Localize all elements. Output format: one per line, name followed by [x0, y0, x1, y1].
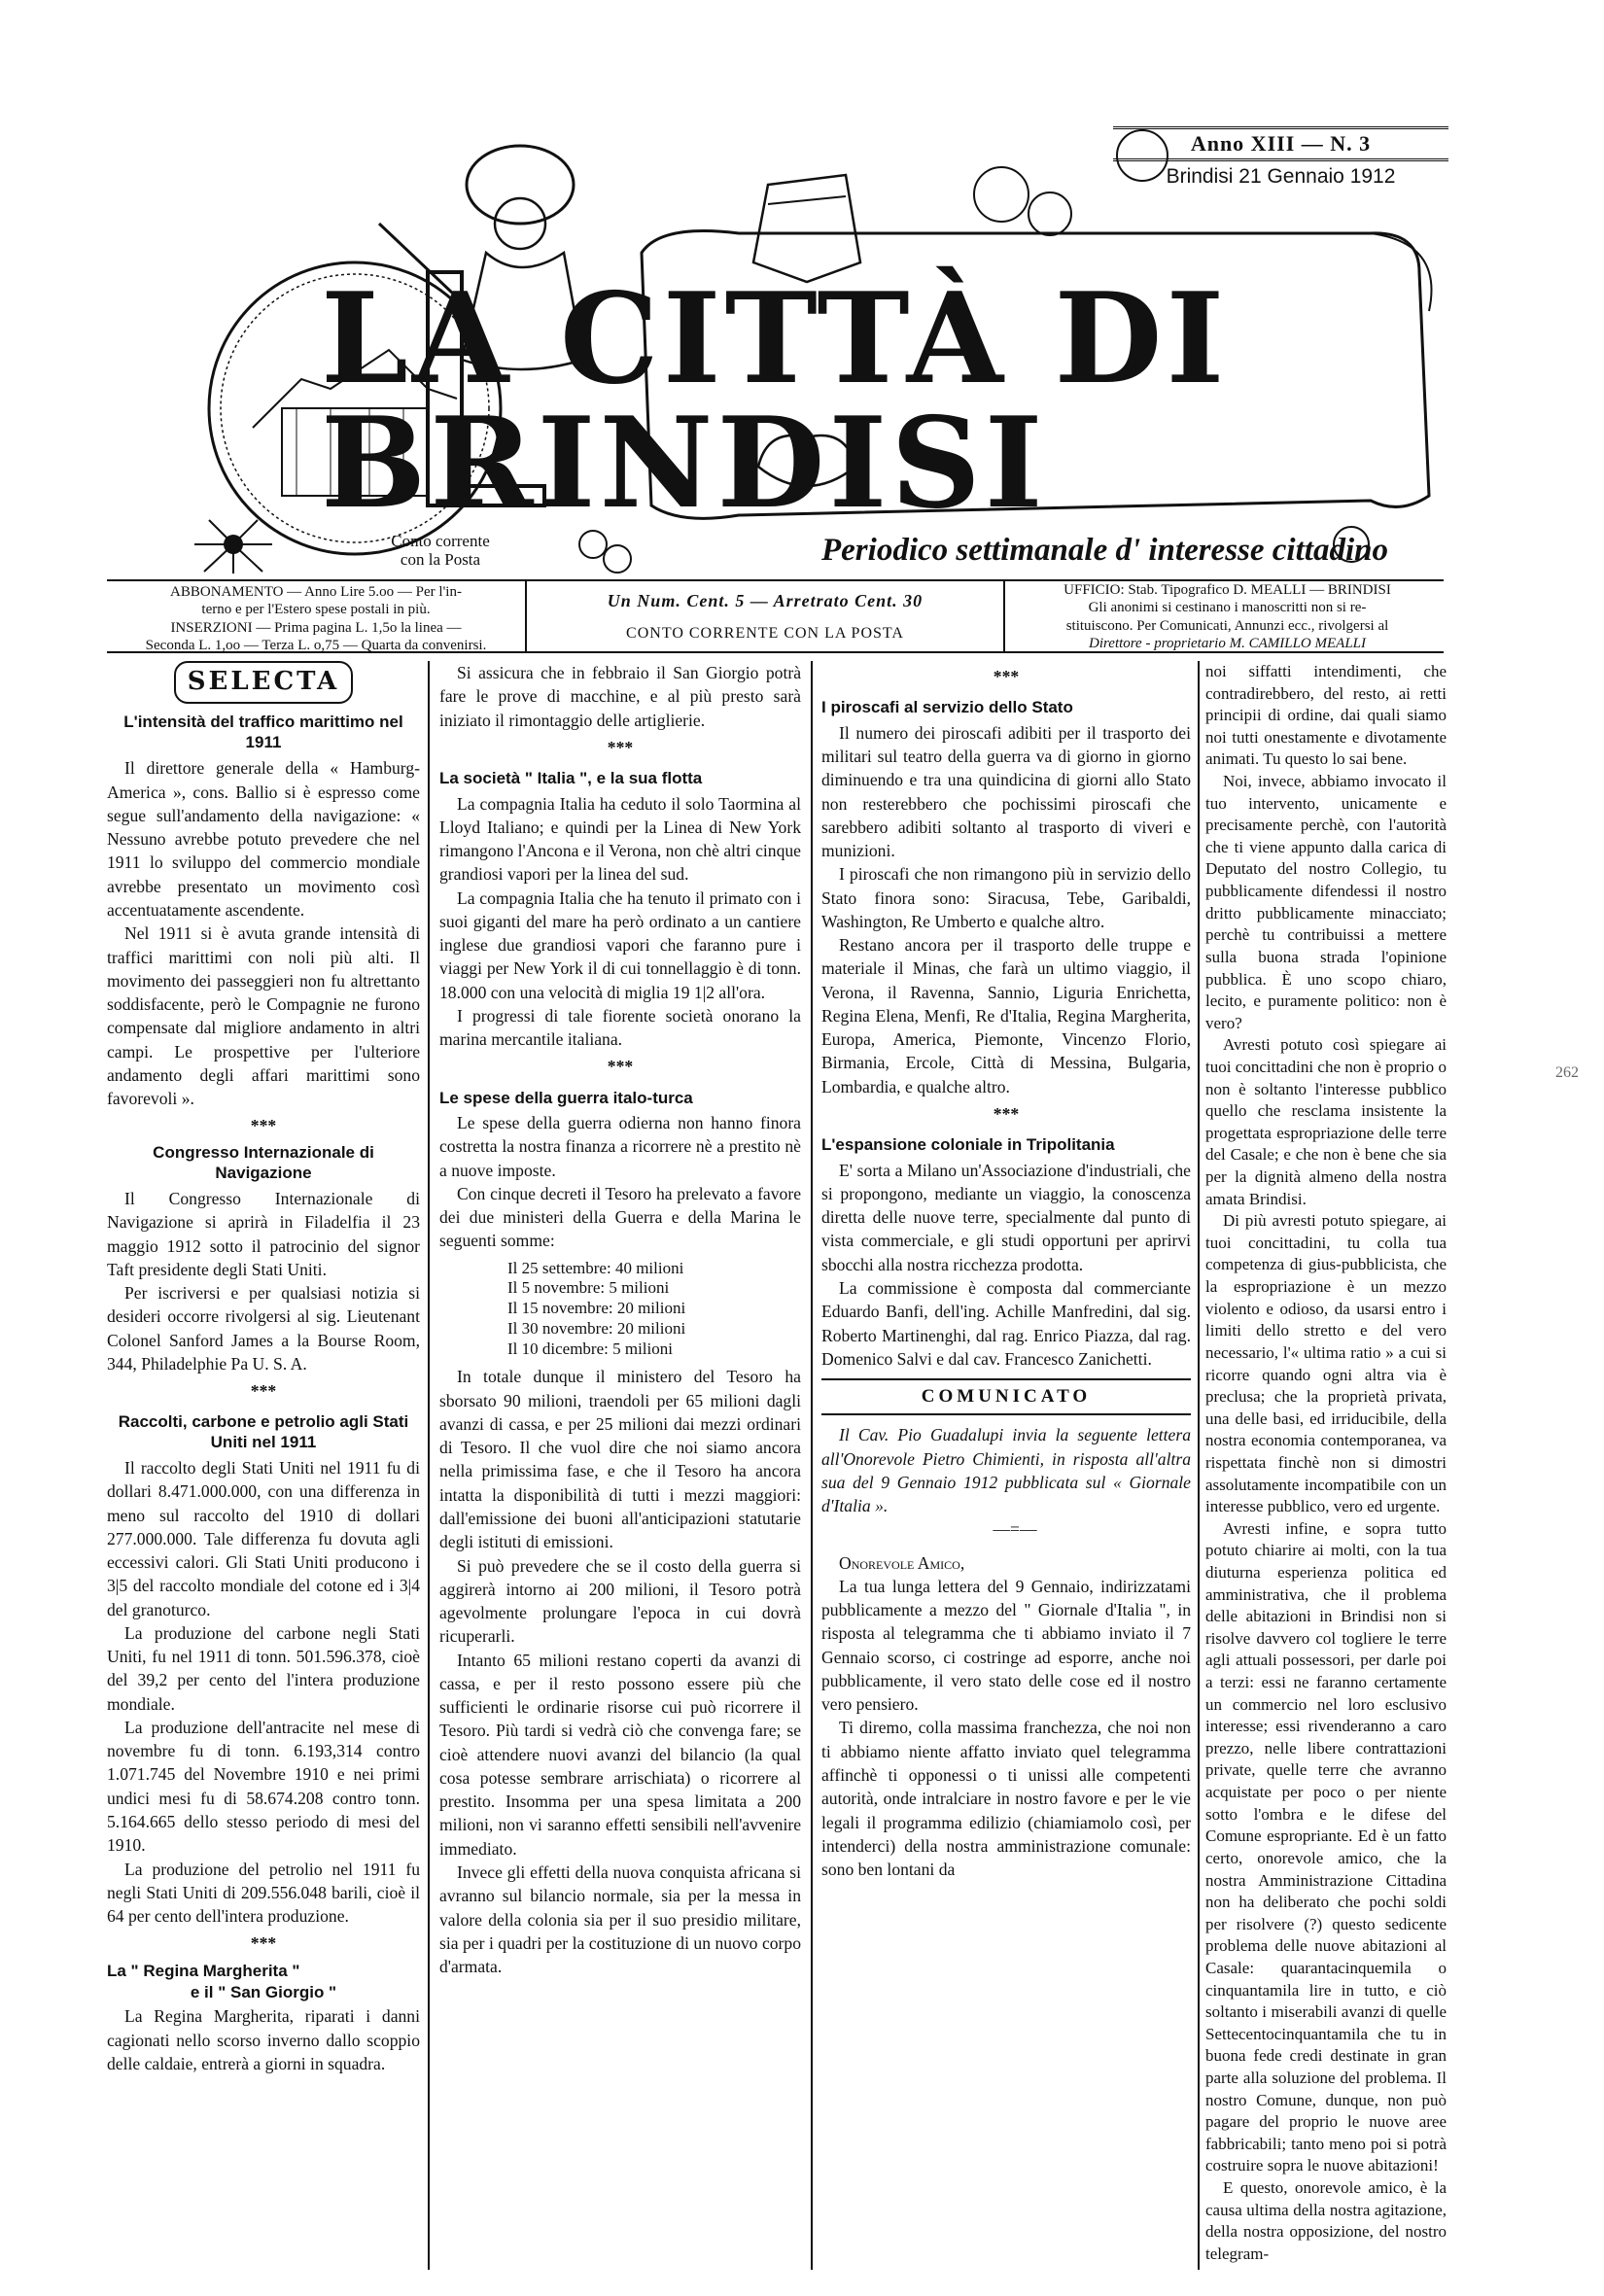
strip-line: ABBONAMENTO — Anno Lire 5.oo — Per l'in- [170, 584, 462, 600]
strip-line: Gli anonimi si cestinano i manoscritti non si re- [1088, 600, 1367, 616]
article-paragraph: Intanto 65 milioni restano coperti da avanzi di cassa, e per il resto possono essere più che sufficienti le ordinarie risorse cui può ricorrere il Tesoro. Più tardi si vedrà ciò che convenga fare; se cioè attendere nuovi avanzi del bilancio (la qual cosa potesse sembrare arrischiata) o ricorrere al prestito. Insomma per una spesa limitata a 200 milioni, non vi saranno effetti sensibili nell'avvenire immediato. [439, 1650, 801, 1859]
article-paragraph: La produzione del carbone negli Stati Uniti, fu nel 1911 di tonn. 501.596.378, cioè del 39,2 per cento del l'intera produzione mondiale. [107, 1622, 420, 1714]
column-3 [821, 661, 1191, 2265]
price-line: Un Num. Cent. 5 — Arretrato Cent. 30 [607, 591, 924, 610]
article-paragraph: E questo, onorevole amico, è la causa ultima della nostra agitazione, della nostra opposizione, del nostro telegram- [1205, 2178, 1447, 2263]
column-2 [439, 661, 801, 2265]
expense-list [439, 1259, 801, 1360]
article-paragraph: La Regina Margherita, riparati i danni cagionati nello scorso inverno dallo scoppio delle caldaie, entrerà a giorni in squadra. [107, 2006, 420, 2073]
article-paragraph: La produzione del petrolio nel 1911 fu negli Stati Uniti di 209.556.048 barili, cioè il 64 per cento dell'intera produzione. [107, 1859, 420, 1927]
column-1 [107, 661, 420, 2265]
issue-info [1113, 126, 1448, 189]
margin-mark: 262 [1555, 1064, 1579, 1081]
letter-salutation: Onorevole Amico, [839, 1552, 965, 1573]
list-item: Il 15 novembre: 20 milioni [507, 1299, 686, 1318]
newspaper-title: LA CITTÀ DI BRINDISI [321, 266, 1229, 537]
office-info [1011, 581, 1444, 651]
article-heading: I piroscafi al servizio dello Stato [821, 698, 1073, 717]
strip-line: INSERZIONI — Prima pagina L. 1,5o la linea — [170, 619, 462, 636]
comunicato-banner: COMUNICATO [821, 1378, 1191, 1415]
list-item: Il 5 novembre: 5 milioni [507, 1278, 670, 1298]
article-paragraph: Avresti infine, e sopra tutto potuto chiarire ai molti, con la tua diuturna esperienza politica ed amministrativa, che il problema delle abitazioni in Brindisi non si risolve davvero col togliere le terre agli attuali possessori, per darle poi a terzi: essi ne faranno certamente un commercio nel loro esclusivo interesse; essi rivenderanno a caro prezzo, nelle libere contrattazioni private, quelle terre che avranno acquistate per poco o per niente sotto l'ombra e le difese del Comune espropriante. Ed è un fatto certo, onorevole amico, che la nostra Amministrazione Cittadina non ha deliberato che pochi soldi per risolvere (?) questo sedicente problema delle nuove abitazioni al Casale: quarantacinquemila o cinquantamila lire in tutto, e ciò soltanto i miserabili avanzi di quelle Settecentocinquantamila che tu in buona fede credi destinate in gran parte alla soluzione del problema. Il nostro Comune, dunque, non può pagare del proprio le nuove aree fabbricabili; tanto meno poi si potrà costruire sopra le nuove abitazioni! [1205, 1518, 1447, 2175]
article-paragraph: I progressi di tale fiorente società onorano la marina mercantile italiana. [439, 1005, 801, 1050]
article-paragraph: Restano ancora per il trasporto delle truppe e materiale il Minas, che farà un ultimo viaggio, il Verona, il Ravenna, Sannio, Liguria Enrichetta, Regina Elena, Menfi, Re d'Italia, Regina Margherita, Europa, America, Piemonte, Vincenzo Florio, Birmania, Ercole, Città di Messina, Bulgaria, Lombardia, e qualche altro. [821, 935, 1191, 1096]
separator-stars: *** [607, 1057, 634, 1077]
article-heading: Raccolti, carbone e petrolio agli Stati Uniti nel 1911 [118, 1411, 409, 1451]
article-heading: e il " San Giorgio " [190, 1983, 337, 2002]
article-paragraph: Il direttore generale della « Hamburg-America », cons. Ballio si è espresso come segue sull'andamento della navigazione: « Nessuno avrebbe potuto prevedere che nel 1911 lo sviluppo del commercio mondiale avrebbe presentato un movimento così accentuatamente ascendente. [107, 758, 420, 920]
issue-date: Brindisi 21 Gennaio 1912 [1166, 165, 1396, 188]
strip-line: terno e per l'Estero spese postali in più. [201, 602, 431, 618]
separator-stars: *** [993, 667, 1020, 686]
article-paragraph: noi siffatti intendimenti, che contradirebbero, del resto, ai retti principii di ordine, dai quali siamo noi tutti onestamente e divotamente animati. Tu questo lo sai bene. [1205, 662, 1447, 769]
list-item: Il 25 settembre: 40 milioni [507, 1258, 684, 1277]
article-paragraph: Si può prevedere che se il costo della guerra si aggirerà intorno ai 200 milioni, il Tesoro potrà agevolmente prolungare l'epoca in cui dovrà ricuperarli. [439, 1555, 801, 1647]
article-paragraph: Avresti potuto così spiegare ai tuoi concittadini che non è proprio o non è soltanto l'interesse pubblico quello che resclama insistente la progettata espropriazione delle terre del Casale; e che non è bene che sia per la dignità almeno della nostra amata Brindisi. [1205, 1035, 1447, 1208]
article-paragraph: La tua lunga lettera del 9 Gennaio, indirizzatami pubblicamente a mezzo del " Giornale d'Italia ", in risposta al telegramma che ti abbiamo inviato il 7 Gennaio scorso, ci costringe ad esporre, anche noi pubblicamente, il vero stato delle cose ed il nostro vero pensiero. [821, 1576, 1191, 1715]
newspaper-subtitle: Periodico settimanale d' interesse cittadino [821, 533, 1388, 568]
article-paragraph: I piroscafi che non rimangono più in servizio dello Stato finora sono: Siracusa, Tebe, Garibaldi, Washington, Re Umberto e qualche altro. [821, 864, 1191, 931]
strip-line: UFFICIO: Stab. Tipografico D. MEALLI — BRINDISI [1064, 582, 1391, 598]
article-paragraph: La compagnia Italia che ha tenuto il primato con i suoi giganti del mare ha però ordinato a un cantiere inglese due grandiosi vapori che faranno pure i viaggi per New York il di cui tonnellaggio è di tonn. 18.000 con una velocità di miglia 19 1|2 all'ora. [439, 887, 801, 1002]
conto-line: CONTO CORRENTE CON LA POSTA [626, 624, 904, 642]
article-heading: L'intensità del traffico marittimo nel 1911 [123, 712, 403, 752]
article-paragraph: Il numero dei piroscafi adibiti per il trasporto dei militari sul teatro della guerra va di giorno in giorno diminuendo e tra una quindicina di giorni allo Stato non resterebbero che pochissimi piroscafi che sarebbero adibiti soltanto al trasporto di viveri e munizioni. [821, 722, 1191, 861]
strip-line: Seconda L. 1,oo — Terza L. o,75 — Quarta da convenirsi. [145, 637, 487, 653]
article-paragraph: La compagnia Italia ha ceduto il solo Taormina al Lloyd Italiano; e quindi per la Linea di New York rimangono l'Ancona e il Verona, non chè altri cinque grandiosi vapori per la linea del sud. [439, 793, 801, 885]
article-paragraph: In totale dunque il ministero del Tesoro ha sborsato 90 milioni, traendoli per 65 milioni dagli avanzi di cassa, e per 25 milioni dai mezzi ordinari di Tesoro. Il che vuol dire che noi siamo ancora nella primissima fase, e che il Tesoro ha ancora intatta la disponibilità di tutti i mezzi maggiori: dall'emissione dei buoni all'anticipazioni statutarie degli istituti di emissioni. [439, 1367, 801, 1552]
article-paragraph: La commissione è composta dal commerciante Eduardo Banfi, dell'ing. Achille Manfredini, dal sig. Roberto Martinenghi, dal rag. Enrico Piazza, dal rag. Domenico Salvi e dal cav. Francesco Zanichetti. [821, 1278, 1191, 1369]
article-paragraph: Il raccolto degli Stati Uniti nel 1911 fu di dollari 8.471.000.000, con una differenza in meno sul raccolto del 1910 di dollari 277.000.000. Tale differenza fu dovuta agli eccessivi calori. Gli Stati Uniti producono i 3|5 del raccolto mondiale del cotone ed i 3|4 del granoturco. [107, 1458, 420, 1619]
article-heading: Le spese della guerra italo-turca [439, 1088, 693, 1107]
separator-stars: *** [250, 1933, 277, 1954]
column-4 [1205, 661, 1447, 2265]
column-rule [428, 661, 430, 2270]
article-paragraph: E' sorta a Milano un'Associazione d'industriali, che si propongono, mediante un viaggio, la conoscenza diretta delle nuove terre, specialmente dal punto di vista commerciale, e gli studi opportuni per aprirvi sbocchi alla nostra ricchezza prodotta. [821, 1160, 1191, 1274]
article-paragraph: La produzione dell'antracite nel mese di novembre fu di tonn. 6.193,314 contro 1.071.745 del Novembre 1910 e nei primi undici mesi fu di 58.674.208 contro tonn. 5.164.665 dello stesso periodo di mesi del 1910. [107, 1717, 420, 1856]
separator-stars: *** [993, 1103, 1020, 1124]
article-paragraph: Il Congresso Internazionale di Navigazione si aprirà in Filadelfia il 23 maggio 1912 sotto il patrocinio del signor Taft presidente degli Stati Uniti. [107, 1189, 420, 1279]
separator-dash: —=— [993, 1519, 1037, 1540]
price-info [527, 581, 1005, 651]
comunicato-note: Il Cav. Pio Guadalupi invia la seguente lettera all'Onorevole Pietro Chimienti, in risposta all'altra sua del 9 Gennaio 1912 pubblicata sul « Giornale d'Italia ». [821, 1425, 1191, 1516]
strip-line: Direttore - proprietario M. CAMILLO MEALLI [1089, 635, 1366, 651]
conto-corrente-note: Conto corrente con la Posta [391, 532, 490, 569]
article-paragraph: Invece gli effetti della nuova conquista africana si avranno sul bilancio normale, sia per la messa in valore della colonia sia per il suo presidio militare, sia per i quadri per la costituzione di un nuovo corpo d'armata. [439, 1862, 801, 1977]
article-paragraph: Con cinque decreti il Tesoro ha prelevato a favore dei due ministeri della Guerra e della Marina le seguenti somme: [439, 1183, 801, 1251]
article-paragraph: Ti diremo, colla massima franchezza, che noi non ti abbiamo niente affatto inviato quel telegramma affinchè ti opponessi o ti unissi alle competenti autorità, onde intralciare in nostro favore e per le vie legali il programma edilizio (chiamiamolo così, per intenderci) della nostra amministrazione comunale: sono ben lontani da [821, 1718, 1191, 1880]
list-item: Il 30 novembre: 20 milioni [507, 1318, 686, 1338]
issue-number: Anno XIII — N. 3 [1113, 126, 1448, 161]
separator-stars: *** [607, 737, 634, 757]
column-rule [811, 661, 813, 2270]
article-heading: L'espansione coloniale in Tripolitania [821, 1135, 1115, 1155]
article-paragraph: Per iscriversi e per qualsiasi notizia si desideri occorre rivolgersi al sig. Lieutenant Colonel Sanford James a la Bourse Room, 344, Philadelphie Pa U. S. A. [107, 1283, 420, 1374]
article-paragraph: Noi, invece, abbiamo invocato il tuo intervento, unicamente e precisamente perchè, con l'autorità che ti viene appunto dalla carica di Deputato del nostro Collegio, tu pubblicamente difendessi il nostro dritto pubblicamente minacciato; perchè tu contribuissi a mettere sulla buona strada l'opinione pubblica. È uno scopo chiaro, lecito, e puramente politico: non è vero? [1205, 772, 1447, 1032]
article-paragraph: Si assicura che in febbraio il San Giorgio potrà fare le prove di macchine, e al più presto sarà iniziato il rimontaggio delle artiglierie. [439, 663, 801, 730]
article-paragraph: Le spese della guerra odierna non hanno finora costretta la nostra finanza a ricorrere nè a prestito nè a nuove imposte. [439, 1113, 801, 1180]
strip-line: stituiscono. Per Comunicati, Annunzi ecc., rivolgersi al [1065, 617, 1389, 634]
column-rule [1198, 661, 1200, 2270]
article-paragraph: Di più avresti potuto spiegare, ai tuoi concittadini, tu colla tua competenza di gius-pubblicista, che la espropriazione è un mezzo violento e odioso, da usarsi entro i limiti dello stretto e del vero necessario, l'« ultima ratio » a cui si ricorre quando ogni altra via è preclusa; che la proprietà privata, una delle basi, ed irriducibile, della nostra economia contemporanea, va rispettata finchè non si dimostri assolutamente incompatibile con un interesse pubblico, vero ed urgente. [1205, 1211, 1447, 1516]
subscription-info [107, 581, 527, 653]
info-strip [107, 579, 1444, 653]
article-paragraph: Nel 1911 si è avuta grande intensità di traffici marittimi con noli più alti. Il movimento dei passeggieri non fu altrettanto soddisfacente, però le Compagnie ne furono compensate dal migliore andamento in altri campi. Le prospettive per l'ulteriore andamento degli affari marittimi sono favorevoli ». [107, 923, 420, 1109]
separator-stars: *** [250, 1116, 277, 1136]
article-heading: La " Regina Margherita " [107, 1961, 300, 1980]
separator-stars: *** [250, 1381, 277, 1402]
selecta-banner: SELECTA [174, 661, 353, 704]
list-item: Il 10 dicembre: 5 milioni [507, 1339, 673, 1358]
article-heading: La società " Italia ", e la sua flotta [439, 769, 703, 788]
article-heading: Congresso Internazionale di Navigazione [153, 1142, 374, 1182]
